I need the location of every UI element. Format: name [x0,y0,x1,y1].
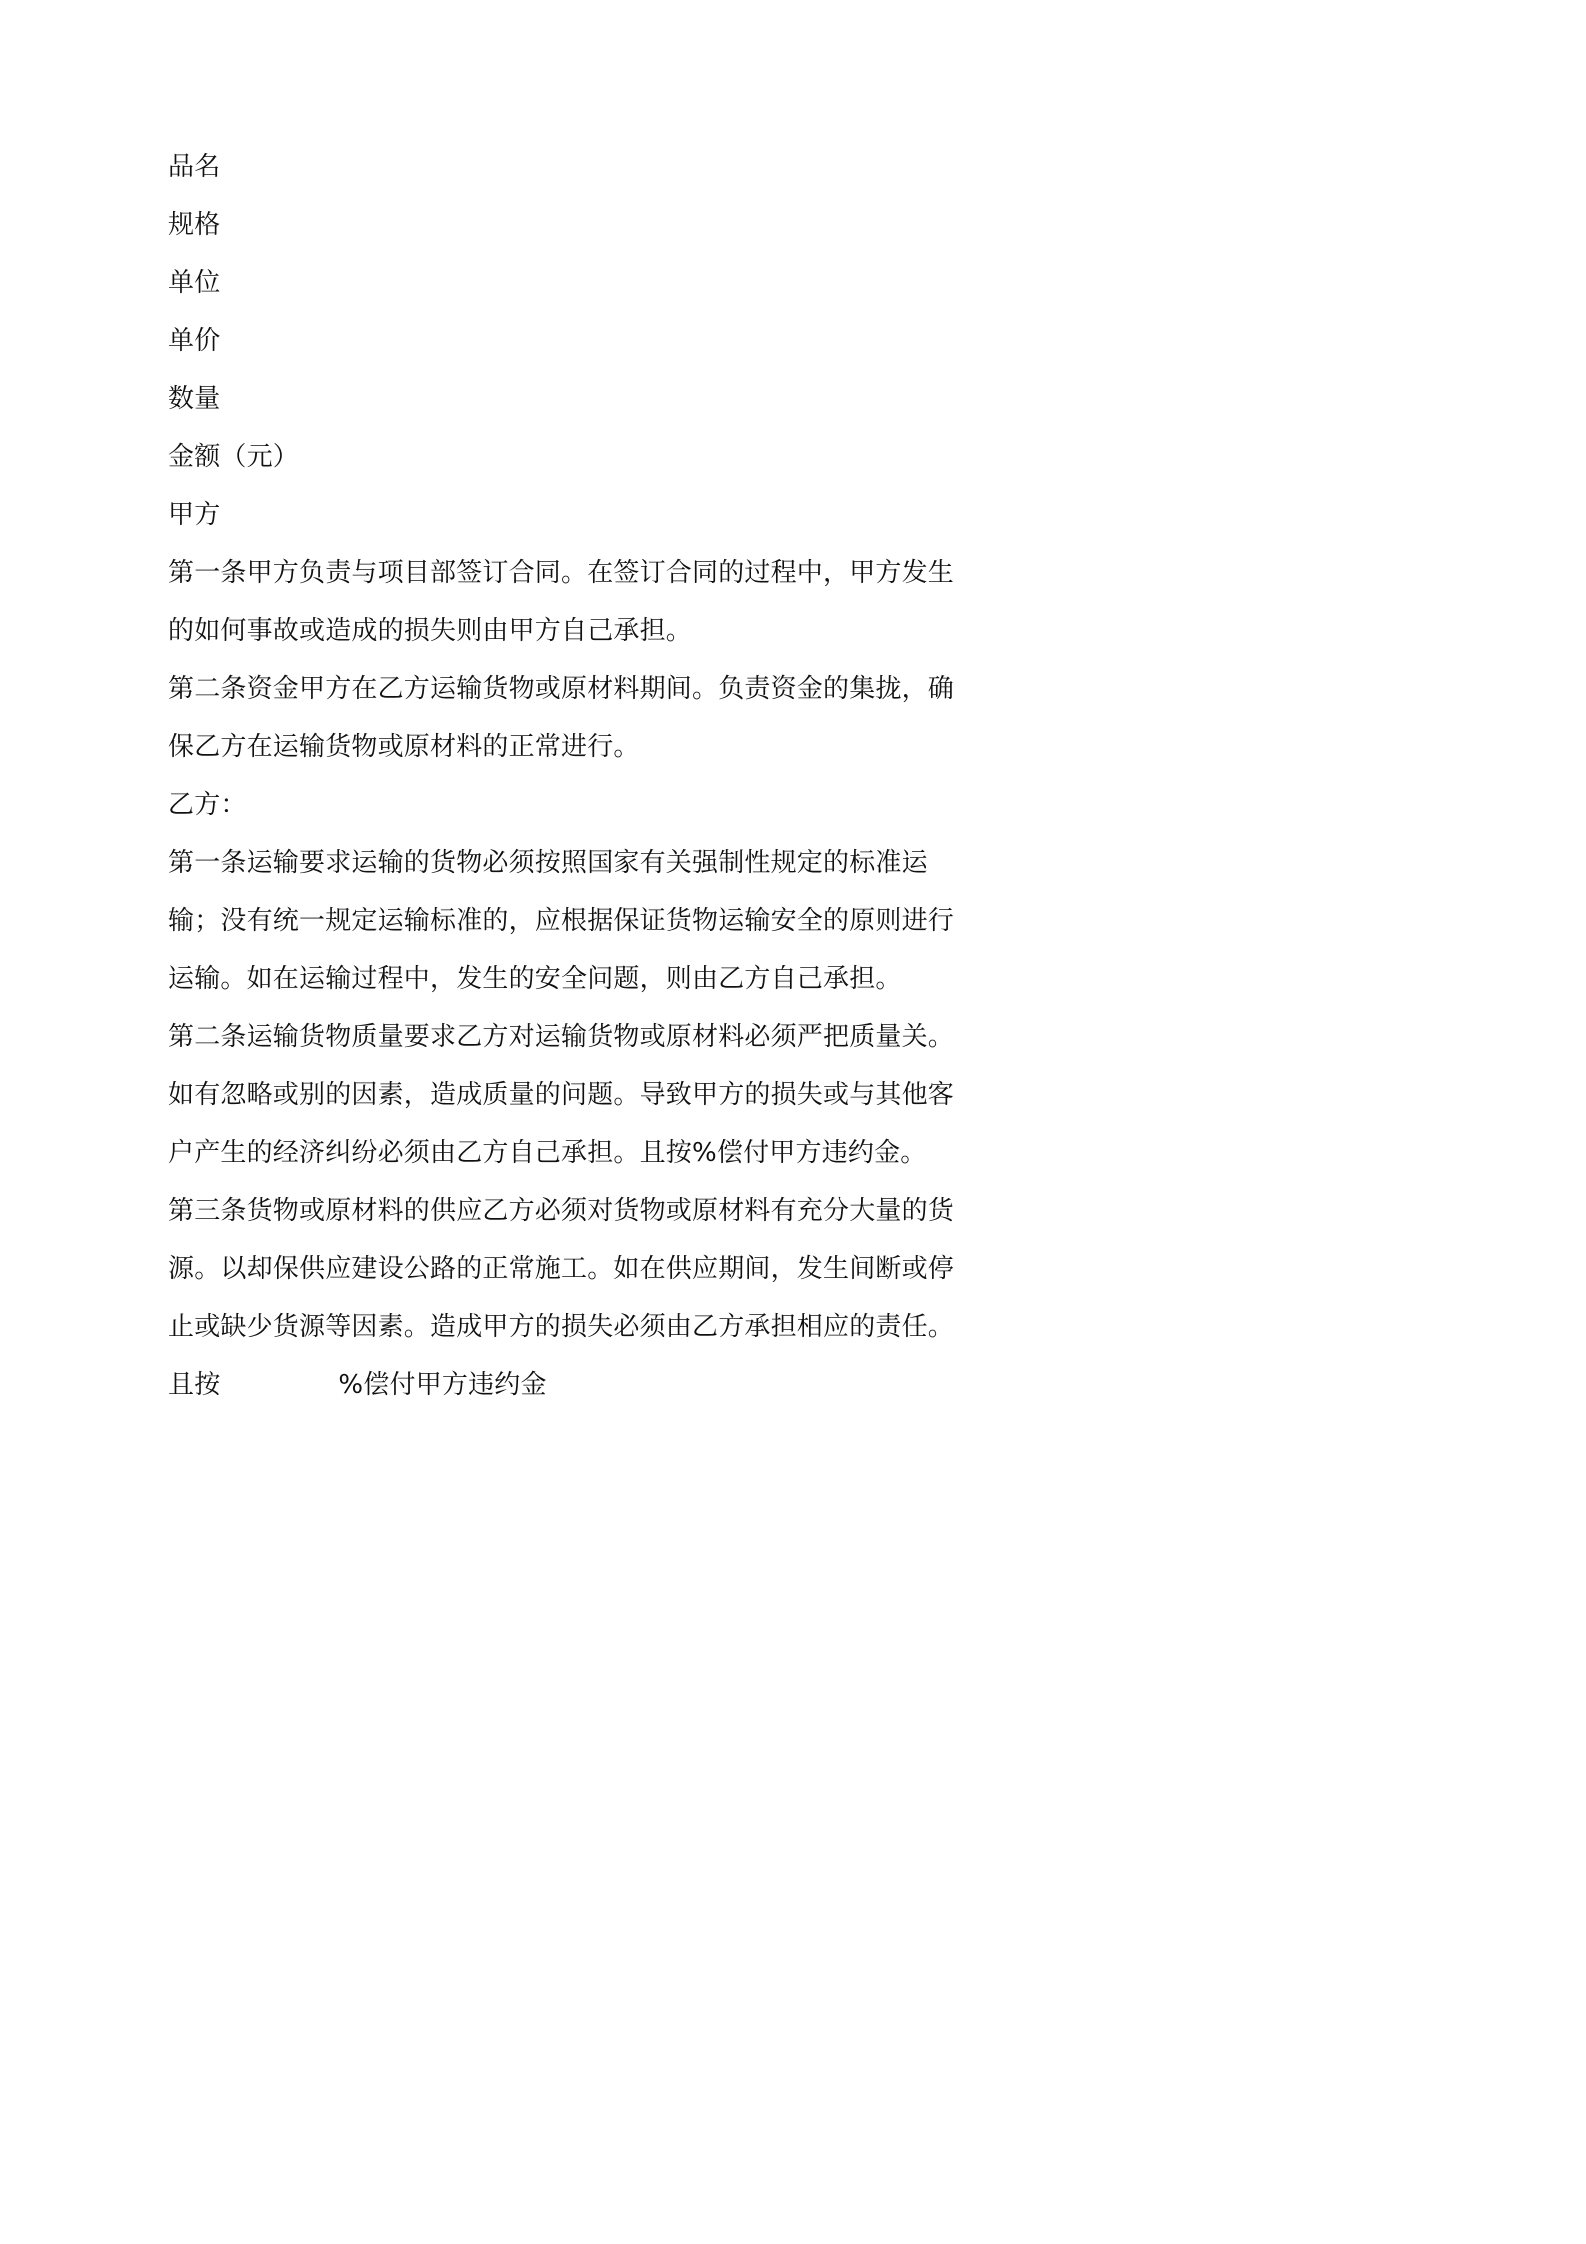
field-label-product-name: 品名 [168,152,221,182]
party-a-clause-2: 第二条资金甲方在乙方运输货物或原材料期间。负责资金的集拢，确保乙方在运输货物或原材料的正常进行。 [168,674,955,762]
party-b-heading: 乙方： [168,790,247,820]
party-b-clause-1: 第一条运输要求运输的货物必须按照国家有关强制性规定的标准运输；没有统一规定运输标准的，应根据保证货物运输安全的原则进行运输。如在运输过程中，发生的安全问题，则由乙方自己承担。 [168,848,955,994]
final-line-suffix: %偿付甲方违约金 [338,1370,547,1400]
document-page [0,0,1100,1556]
final-line-prefix: 且按 [168,1370,221,1400]
field-label-unit: 单位 [168,268,221,298]
field-label-quantity: 数量 [168,384,221,414]
document-body [168,138,958,1414]
field-label-amount: 金额（元） [168,442,300,472]
party-b-clause-2: 第二条运输货物质量要求乙方对运输货物或原材料必须严把质量关。如有忽略或别的因素，造成质量的问题。导致甲方的损失或与其他客户产生的经济纠纷必须由乙方自己承担。且按%偿付甲方违约金。 [168,1022,955,1168]
field-label-unit-price: 单价 [168,326,221,356]
party-b-clause-3: 第三条货物或原材料的供应乙方必须对货物或原材料有充分大量的货源。以却保供应建设公路的正常施工。如在供应期间，发生间断或停止或缺少货源等因素。造成甲方的损失必须由乙方承担相应的责任。 [168,1196,955,1342]
field-label-specification: 规格 [168,210,221,240]
party-a-heading: 甲方 [168,500,221,530]
party-b-final-line [168,1356,958,1414]
party-a-clause-1: 第一条甲方负责与项目部签订合同。在签订合同的过程中，甲方发生的如何事故或造成的损失则由甲方自己承担。 [168,558,955,646]
